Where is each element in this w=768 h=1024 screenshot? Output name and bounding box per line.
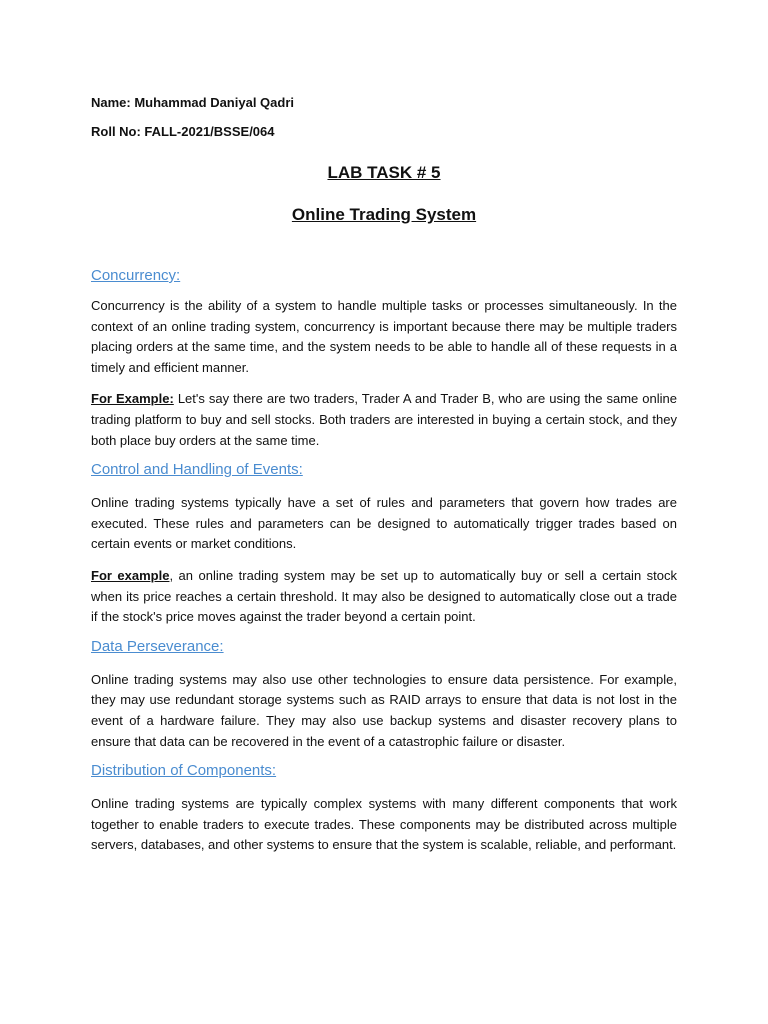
heading-control-events: Control and Handling of Events: (91, 461, 303, 479)
heading-distribution: Distribution of Components: (91, 762, 277, 780)
paragraph-distribution: Online trading systems are typically complex systems with many different components that work together to enable traders to execute trades. These components may be distributed across multiple servers, databases, and other systems to ensure that the system is scalable, reliable, and performant. (91, 796, 677, 853)
student-name: Name: Muhammad Daniyal Qadri (91, 95, 294, 110)
example-control-events (91, 566, 677, 628)
heading-data-perseverance: Data Perseverance: (91, 637, 224, 655)
example-label: For Example: (91, 391, 174, 407)
roll-number: Roll No: FALL-2021/BSSE/064 (91, 124, 275, 139)
paragraph-control-events: Online trading systems typically have a set of rules and parameters that govern how trades are executed. These rules and parameters can be designed to automatically trigger trades based on certain events or market conditions. (91, 495, 677, 552)
example-concurrency (91, 389, 677, 451)
example-text: , an online trading system may be set up to automatically buy or sell a certain stock when its price reaches a certain threshold. It may also be designed to automatically close out a trade if the stock's price moves against the trader beyond a certain point. (91, 567, 678, 625)
paragraph-concurrency: Concurrency is the ability of a system to handle multiple tasks or processes simultaneously. In the context of an online trading system, concurrency is important because there may be multiple traders placing orders at the same time, and the system needs to be able to handle all of these requests in a timely and efficient manner. (91, 298, 677, 375)
heading-concurrency: Concurrency: (91, 267, 181, 284)
example-text: Let's say there are two traders, Trader A and Trader B, who are using the same online trading platform to buy and sell stocks. Both traders are interested in buying a certain stock, and they both place buy orders at the same time. (91, 391, 677, 448)
document-title: Online Trading System (291, 205, 477, 224)
example-label: For example (91, 567, 170, 583)
paragraph-data-perseverance: Online trading systems may also use other technologies to ensure data persistence. For example, they may use redundant storage systems such as RAID arrays to ensure that data is not lost in the event of a hardware failure. They may also use backup systems and disaster recovery plans to ensure that data can be recovered in the event of a catastrophic failure or disaster. (91, 671, 677, 749)
lab-title: LAB TASK # 5 (327, 163, 441, 182)
